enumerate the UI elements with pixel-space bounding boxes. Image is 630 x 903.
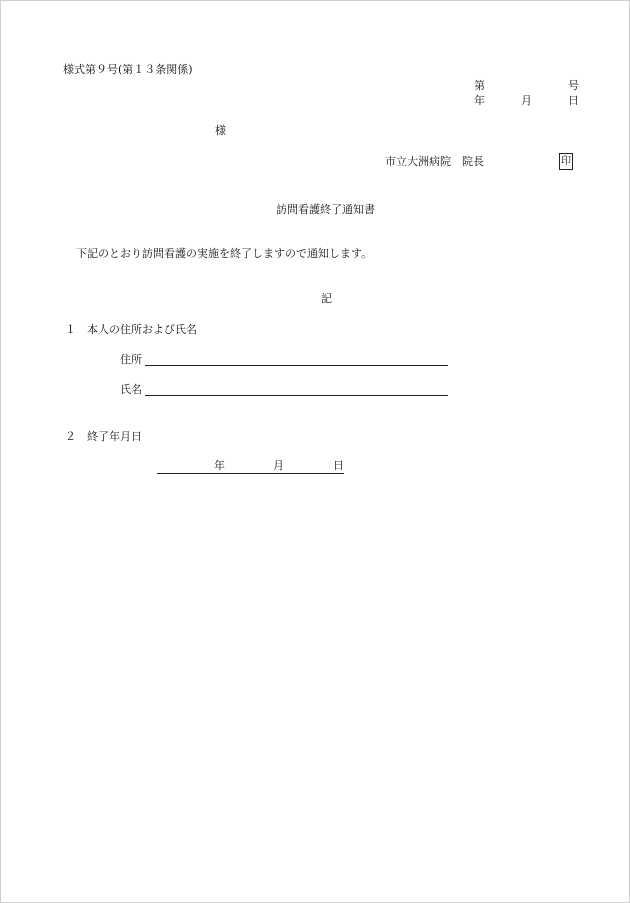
end-date-month-label: 月 xyxy=(273,459,284,472)
ki-label: 記 xyxy=(321,292,332,305)
address-line xyxy=(145,365,448,366)
section1-heading: １ 本人の住所および氏名 xyxy=(65,323,197,336)
date-day-label: 日 xyxy=(568,94,579,107)
doc-number-prefix: 第 xyxy=(474,79,485,92)
date-month-label: 月 xyxy=(521,94,532,107)
address-label: 住所 xyxy=(120,353,142,366)
section2-heading: ２ 終了年月日 xyxy=(65,430,142,443)
body-text: 下記のとおり訪問看護の実施を終了しますので通知します。 xyxy=(76,247,373,260)
name-label: 氏名 xyxy=(120,383,142,396)
issuer-name: 市立大洲病院 院長 xyxy=(385,155,484,168)
name-line xyxy=(145,395,448,396)
doc-number-suffix: 号 xyxy=(568,79,579,92)
document-title: 訪問看護終了通知書 xyxy=(276,203,375,216)
date-year-label: 年 xyxy=(474,94,485,107)
form-number: 様式第９号(第１３条関係) xyxy=(63,63,193,76)
addressee-honorific: 様 xyxy=(215,124,226,137)
end-date-line xyxy=(157,459,344,474)
end-date-year-label: 年 xyxy=(214,459,225,472)
seal-mark: 印 xyxy=(559,153,573,170)
end-date-day-label: 日 xyxy=(333,459,344,472)
